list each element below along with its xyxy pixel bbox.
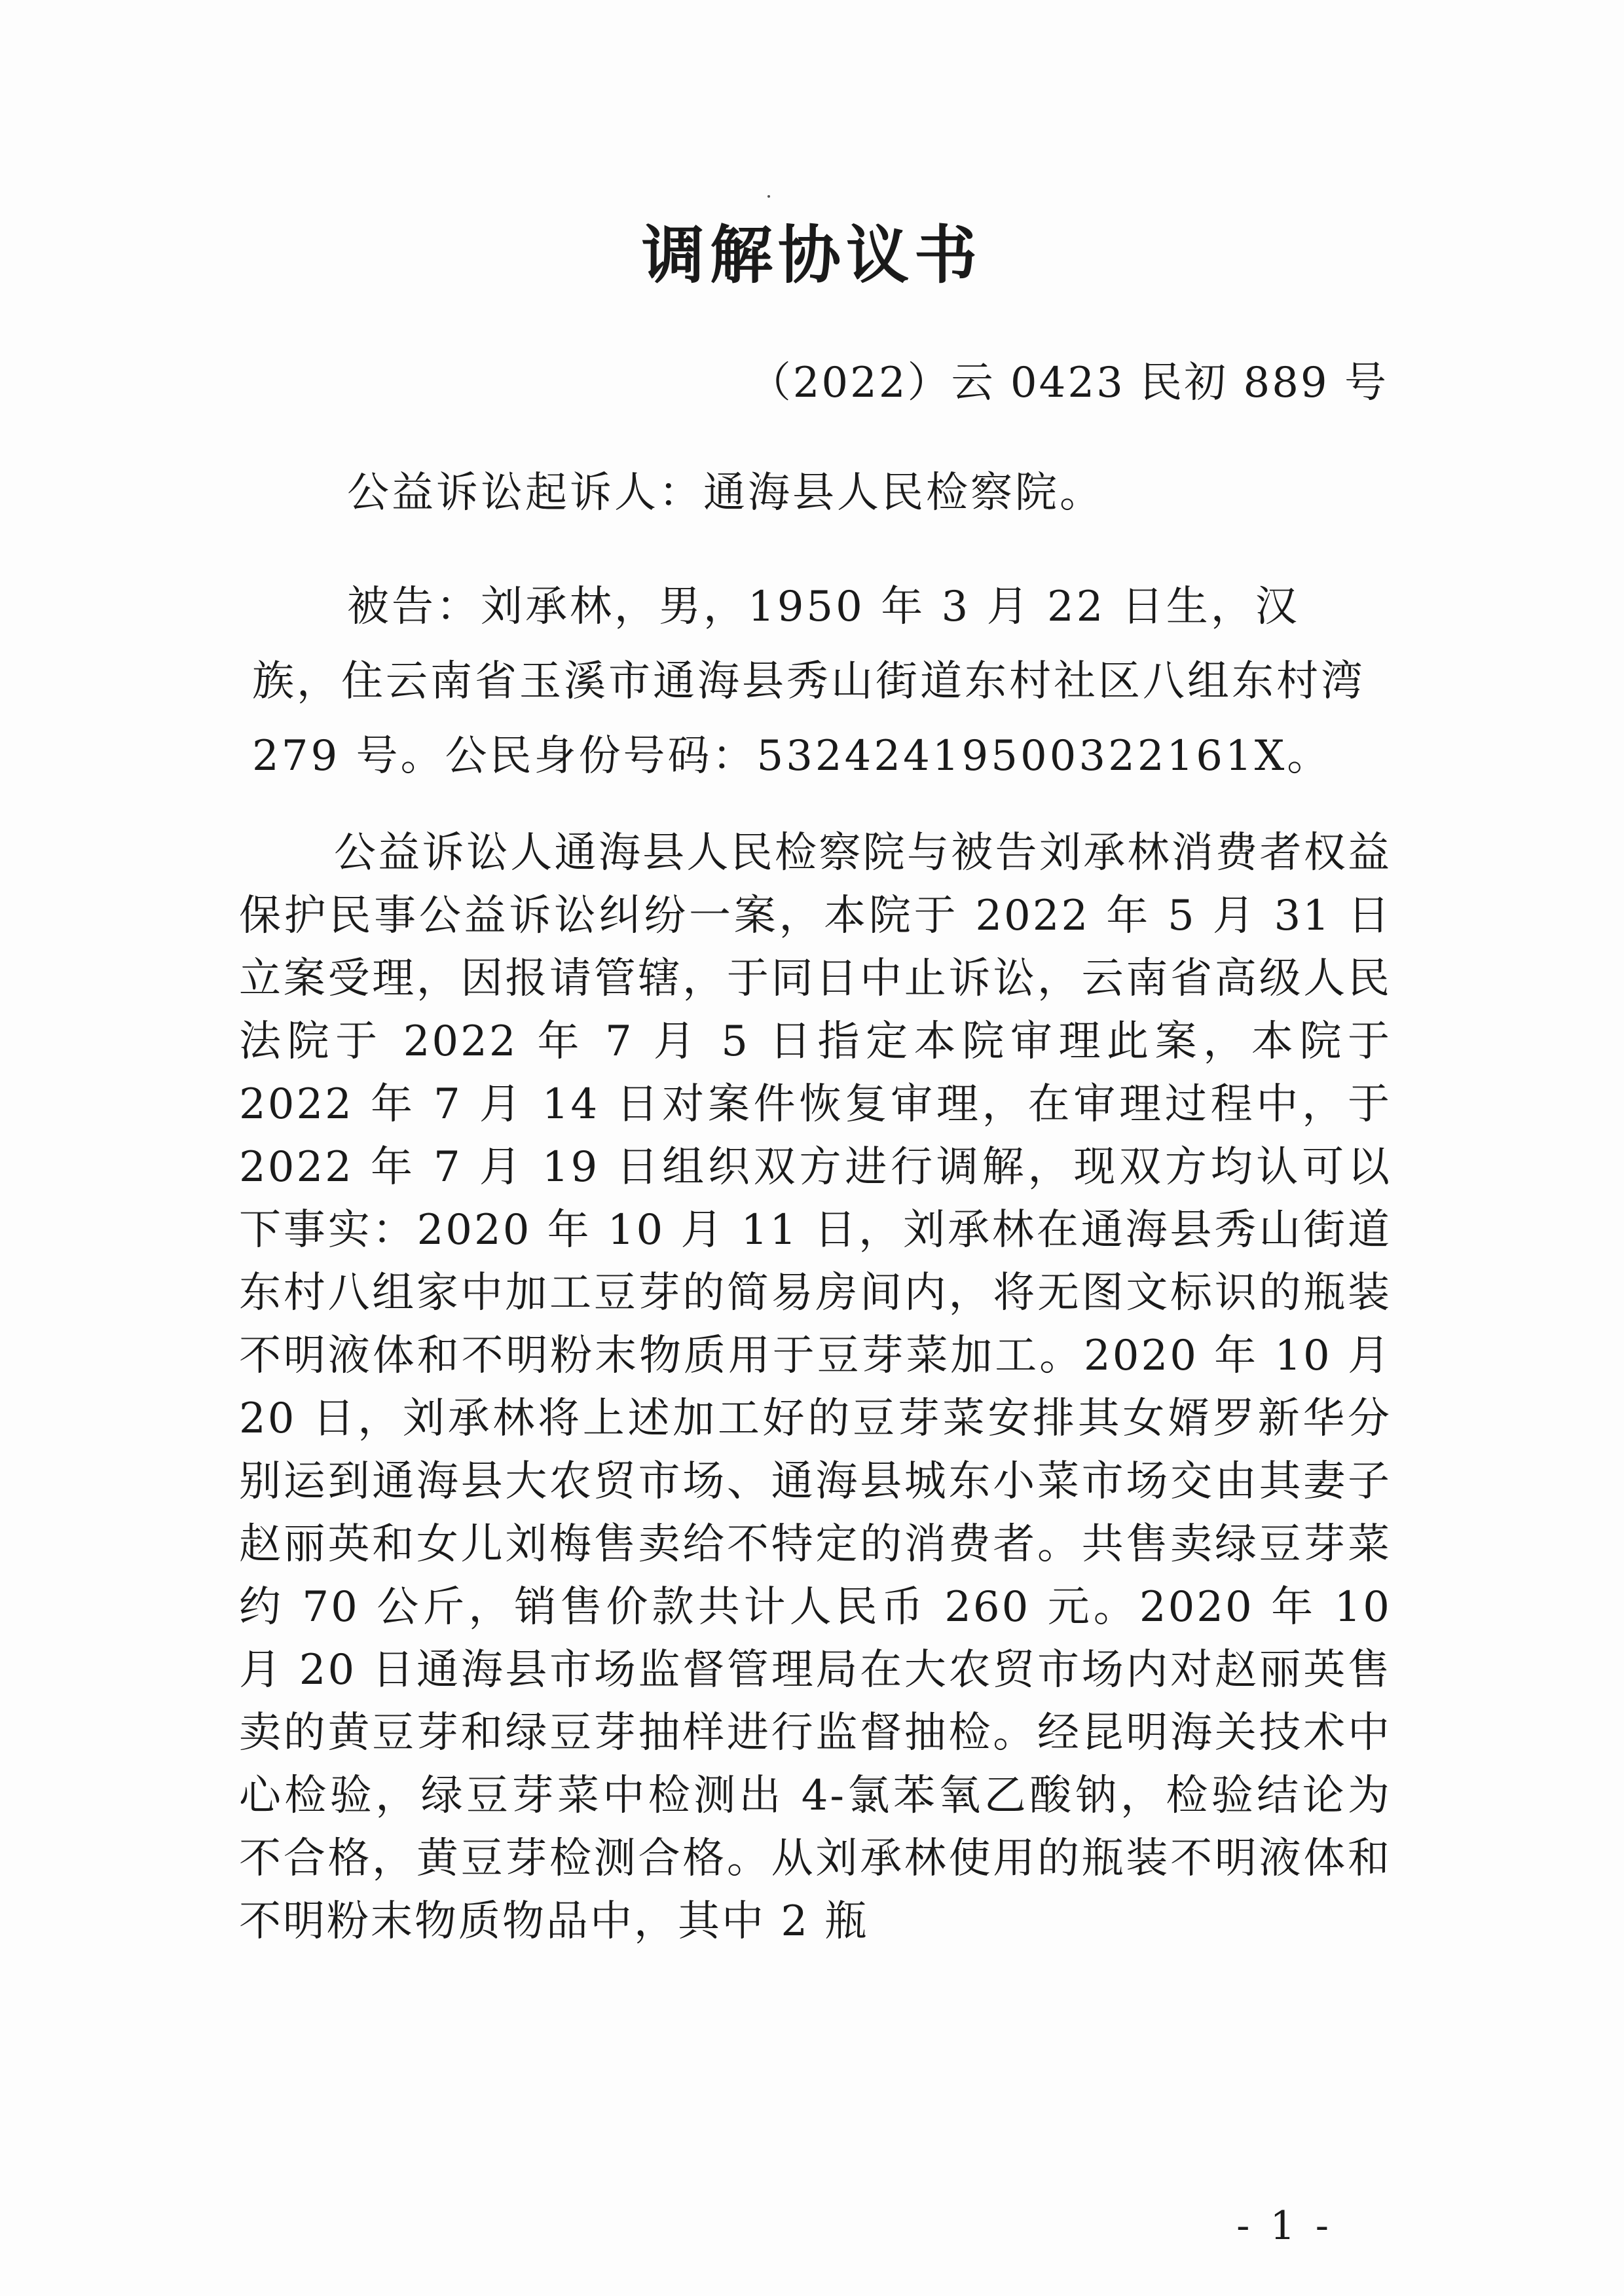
page-number: - 1 - bbox=[1236, 2203, 1333, 2249]
scan-speck bbox=[767, 195, 770, 198]
document-title: 调解协议书 bbox=[642, 218, 982, 292]
case-facts-paragraph: 公益诉讼人通海县人民检察院与被告刘承林消费者权益保护民事公益诉讼纠纷一案，本院于 2022 年 5 月 31 日立案受理，因报请管辖，于同日中止诉讼，云南省高级人民法院于 2022 年 7 月 5 日指定本院审理此案，本院于 2022 年 7 月 14 日对案件恢复审理，在审理过程中，于 2022 年 7 月 19 日组织双方进行调解，现双方均认可以下事实：2020 年 10 月 11 日，刘承林在通海县秀山街道东村八组家中加工豆芽的简易房间内，将无图文标识的瓶装不明液体和不明粉末物质用于豆芽菜加工。2020 年 10 月 20 日，刘承林将上述加工好的豆芽菜安排其女婿罗新华分别运到通海县大农贸市场、通海县城东小菜市场交由其妻子赵丽英和女儿刘梅售卖给不特定的消费者。共售卖绿豆芽菜约 70 公斤，销售价款共计人民币 260 元。2020 年 10 月 20 日通海县市场监督管理局在大农贸市场内对赵丽英售卖的黄豆芽和绿豆芽抽样进行监督抽检。经昆明海关技术中心检验，绿豆芽菜中检测出 4-氯苯氧乙酸钠，检验结论为不合格，黄豆芽检测合格。从刘承林使用的瓶装不明液体和不明粉末物质物品中，其中 2 瓶 bbox=[239, 829, 1392, 1946]
defendant-paragraph: 被告：刘承林，男，1950 年 3 月 22 日生，汉族，住云南省玉溪市通海县秀山街道东村社区八组东村湾 279 号。公民身份号码：53242419500322161X。 bbox=[252, 583, 1365, 780]
plaintiff-line: 公益诉讼起诉人：通海县人民检察院。 bbox=[347, 469, 1104, 517]
case-number: （2022）云 0423 民初 889 号 bbox=[748, 359, 1388, 407]
